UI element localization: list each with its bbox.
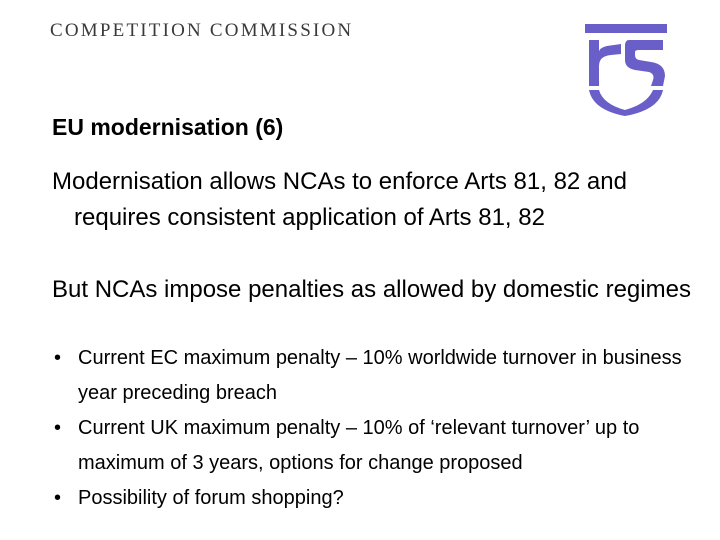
bullet-list xyxy=(52,341,702,516)
bullet-icon: • xyxy=(54,347,62,369)
bullet-item-forum-shopping xyxy=(52,481,702,516)
bullet-text: Current EC maximum penalty – 10% worldwide turnover in business year preceding breach xyxy=(78,347,682,404)
bullet-item-uk-penalty xyxy=(52,411,702,481)
bullet-icon: • xyxy=(54,487,62,509)
org-name: COMPETITION COMMISSION xyxy=(50,20,354,41)
bullet-text: Current UK maximum penalty – 10% of ‘relevant turnover’ up to maximum of 3 years, options for change proposed xyxy=(78,417,640,474)
competition-commission-logo xyxy=(585,24,667,121)
paragraph-modernisation: Modernisation allows NCAs to enforce Arts 81, 82 and requires consistent application of Arts 81, 82 xyxy=(52,168,627,231)
slide-title: EU modernisation (6) xyxy=(52,114,284,140)
paragraph-penalties: But NCAs impose penalties as allowed by domestic regimes xyxy=(52,276,691,303)
bullet-item-ec-penalty xyxy=(52,341,702,411)
bullet-text: Possibility of forum shopping? xyxy=(78,487,344,509)
bullet-icon: • xyxy=(54,417,62,439)
